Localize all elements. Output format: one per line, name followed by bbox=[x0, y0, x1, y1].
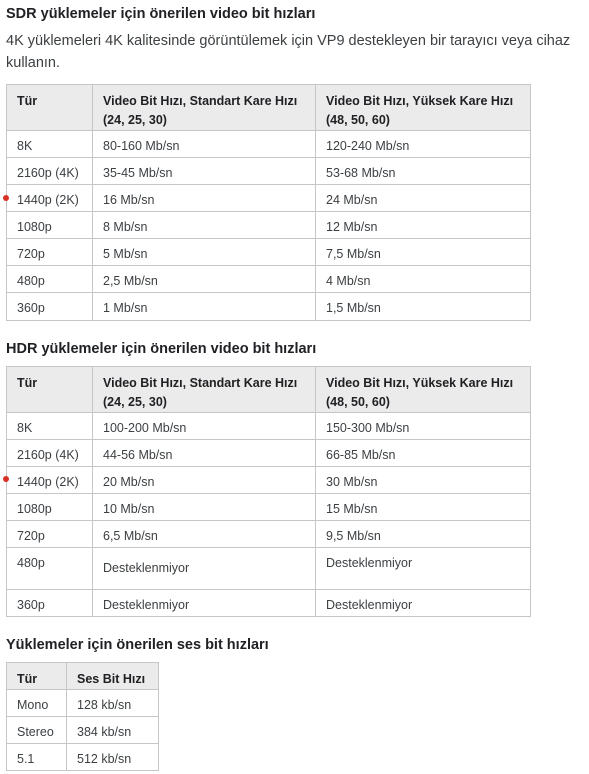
cell-type: 8K bbox=[7, 413, 93, 440]
cell-standard: 16 Mb/sn bbox=[93, 185, 316, 212]
cell-type: 1080p bbox=[7, 212, 93, 239]
table-row bbox=[7, 467, 531, 494]
table-row bbox=[7, 212, 531, 239]
cell-type: 360p bbox=[7, 590, 93, 617]
audio-bitrate-table bbox=[6, 662, 159, 771]
cell-high: 7,5 Mb/sn bbox=[316, 239, 531, 266]
cell-high: 15 Mb/sn bbox=[316, 494, 531, 521]
cell-standard: 44-56 Mb/sn bbox=[93, 440, 316, 467]
cell-type: 2160p (4K) bbox=[7, 440, 93, 467]
hdr-section-title: HDR yüklemeler için önerilen video bit hızları bbox=[6, 341, 317, 357]
cell-audio: 128 kb/sn bbox=[67, 690, 159, 717]
table-row bbox=[7, 717, 159, 744]
audio-section-title: Yüklemeler için önerilen ses bit hızları bbox=[6, 637, 269, 653]
cell-high: Desteklenmiyor bbox=[316, 590, 531, 617]
table-row bbox=[7, 266, 531, 293]
table-row bbox=[7, 158, 531, 185]
header-type: Tür bbox=[7, 85, 93, 131]
cell-high: 120-240 Mb/sn bbox=[316, 131, 531, 158]
cell-type: 8K bbox=[7, 131, 93, 158]
cell-type: 720p bbox=[7, 521, 93, 548]
cell-high: 24 Mb/sn bbox=[316, 185, 531, 212]
table-row bbox=[7, 494, 531, 521]
cell-type: 1440p (2K) bbox=[7, 185, 93, 212]
header-type: Tür bbox=[7, 663, 67, 690]
table-row bbox=[7, 690, 159, 717]
cell-high: 1,5 Mb/sn bbox=[316, 293, 531, 321]
cell-type: 480p bbox=[7, 548, 93, 590]
hdr-bitrate-table bbox=[6, 366, 531, 617]
cell-type: 2160p (4K) bbox=[7, 158, 93, 185]
cell-standard: 35-45 Mb/sn bbox=[93, 158, 316, 185]
cell-high: 4 Mb/sn bbox=[316, 266, 531, 293]
table-header-row bbox=[7, 85, 531, 131]
cell-high: 9,5 Mb/sn bbox=[316, 521, 531, 548]
cell-high: 12 Mb/sn bbox=[316, 212, 531, 239]
cell-standard: 20 Mb/sn bbox=[93, 467, 316, 494]
cell-high: 150-300 Mb/sn bbox=[316, 413, 531, 440]
table-row bbox=[7, 293, 531, 321]
cell-high: 30 Mb/sn bbox=[316, 467, 531, 494]
cell-type: 5.1 bbox=[7, 744, 67, 771]
cell-type: 720p bbox=[7, 239, 93, 266]
table-row bbox=[7, 239, 531, 266]
cell-standard: 2,5 Mb/sn bbox=[93, 266, 316, 293]
header-audio-bitrate: Ses Bit Hızı bbox=[67, 663, 159, 690]
table-row bbox=[7, 744, 159, 771]
table-row bbox=[7, 131, 531, 158]
cell-high: 66-85 Mb/sn bbox=[316, 440, 531, 467]
sdr-intro-text: 4K yüklemeleri 4K kalitesinde görüntülemek için VP9 destekleyen bir tarayıcı veya cihaz kullanın. bbox=[6, 33, 571, 71]
cell-type: 360p bbox=[7, 293, 93, 321]
cell-high: 53-68 Mb/sn bbox=[316, 158, 531, 185]
cell-standard: 1 Mb/sn bbox=[93, 293, 316, 321]
cell-type: Mono bbox=[7, 690, 67, 717]
table-row bbox=[7, 185, 531, 212]
row-marker-dot bbox=[3, 476, 9, 482]
cell-standard: 80-160 Mb/sn bbox=[93, 131, 316, 158]
cell-standard: 6,5 Mb/sn bbox=[93, 521, 316, 548]
cell-high: Desteklenmiyor bbox=[316, 548, 531, 590]
cell-standard: 8 Mb/sn bbox=[93, 212, 316, 239]
cell-type: 1440p (2K) bbox=[7, 467, 93, 494]
header-type: Tür bbox=[7, 367, 93, 413]
table-header-row bbox=[7, 367, 531, 413]
cell-standard: 5 Mb/sn bbox=[93, 239, 316, 266]
cell-standard: Desteklenmiyor bbox=[93, 548, 316, 590]
table-row bbox=[7, 440, 531, 467]
header-high-fps: Video Bit Hızı, Yüksek Kare Hızı (48, 50, 60) bbox=[316, 85, 531, 131]
cell-type: Stereo bbox=[7, 717, 67, 744]
row-marker-dot bbox=[3, 195, 9, 201]
cell-type: 1080p bbox=[7, 494, 93, 521]
table-header-row bbox=[7, 663, 159, 690]
cell-type: 480p bbox=[7, 266, 93, 293]
sdr-bitrate-table bbox=[6, 84, 531, 321]
header-standard-fps: Video Bit Hızı, Standart Kare Hızı (24, 25, 30) bbox=[93, 367, 316, 413]
cell-standard: 10 Mb/sn bbox=[93, 494, 316, 521]
cell-standard: 100-200 Mb/sn bbox=[93, 413, 316, 440]
header-high-fps: Video Bit Hızı, Yüksek Kare Hızı (48, 50, 60) bbox=[316, 367, 531, 413]
table-row bbox=[7, 413, 531, 440]
cell-audio: 384 kb/sn bbox=[67, 717, 159, 744]
sdr-section-title: SDR yüklemeler için önerilen video bit hızları bbox=[6, 6, 316, 22]
cell-standard: Desteklenmiyor bbox=[93, 590, 316, 617]
table-row bbox=[7, 548, 531, 590]
table-row bbox=[7, 521, 531, 548]
header-standard-fps: Video Bit Hızı, Standart Kare Hızı (24, 25, 30) bbox=[93, 85, 316, 131]
cell-audio: 512 kb/sn bbox=[67, 744, 159, 771]
table-row bbox=[7, 590, 531, 617]
